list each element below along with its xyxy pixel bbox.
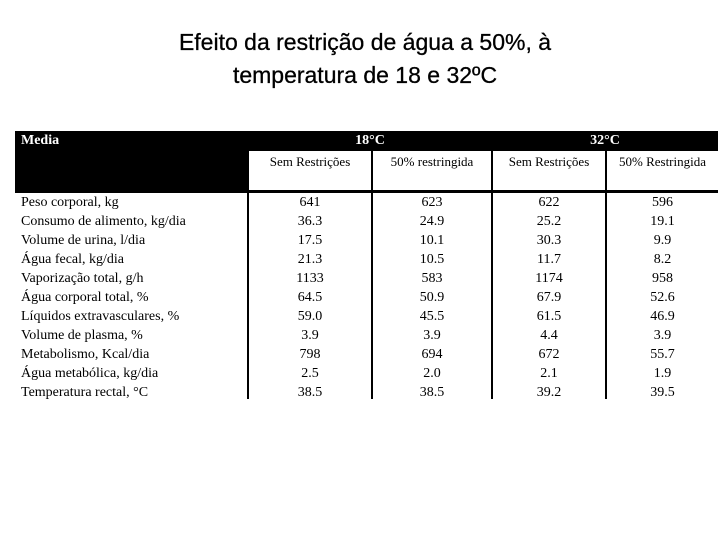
table-cell: 24.9 — [372, 212, 492, 231]
subheader-18c-restringida: 50% restringida — [372, 151, 492, 192]
table-row — [15, 345, 718, 364]
corner-header: Media — [15, 131, 248, 151]
group-header-18c: 18°C — [248, 131, 492, 151]
table-row — [15, 269, 718, 288]
table-cell: 2.5 — [248, 364, 372, 383]
data-table-container — [15, 131, 718, 399]
table-cell: 10.5 — [372, 250, 492, 269]
table-cell: 641 — [248, 192, 372, 213]
table-row — [15, 288, 718, 307]
table-row — [15, 364, 718, 383]
table-row — [15, 383, 718, 399]
row-label: Líquidos extravasculares, % — [15, 307, 248, 326]
slide-title — [40, 26, 690, 92]
table-cell: 38.5 — [248, 383, 372, 399]
table-cell: 45.5 — [372, 307, 492, 326]
table-cell: 1.9 — [606, 364, 718, 383]
row-label: Volume de plasma, % — [15, 326, 248, 345]
table-cell: 1133 — [248, 269, 372, 288]
table-cell: 64.5 — [248, 288, 372, 307]
table-cell: 3.9 — [372, 326, 492, 345]
table-row — [15, 192, 718, 213]
data-table — [15, 131, 718, 399]
row-label: Temperatura rectal, °C — [15, 383, 248, 399]
table-row — [15, 326, 718, 345]
table-cell: 55.7 — [606, 345, 718, 364]
table-cell: 958 — [606, 269, 718, 288]
title-line-2: temperatura de 18 e 32ºC — [232, 62, 498, 88]
table-cell: 672 — [492, 345, 606, 364]
row-label: Metabolismo, Kcal/dia — [15, 345, 248, 364]
subheader-32c-sem-restricoes: Sem Restrições — [492, 151, 606, 192]
table-cell: 50.9 — [372, 288, 492, 307]
row-label: Água fecal, kg/dia — [15, 250, 248, 269]
table-cell: 9.9 — [606, 231, 718, 250]
header-row-groups — [15, 131, 718, 151]
table-cell: 11.7 — [492, 250, 606, 269]
row-label: Peso corporal, kg — [15, 192, 248, 213]
row-label: Consumo de alimento, kg/dia — [15, 212, 248, 231]
table-cell: 694 — [372, 345, 492, 364]
table-cell: 38.5 — [372, 383, 492, 399]
row-label: Volume de urina, l/dia — [15, 231, 248, 250]
table-cell: 25.2 — [492, 212, 606, 231]
table-cell: 17.5 — [248, 231, 372, 250]
table-cell: 61.5 — [492, 307, 606, 326]
table-cell: 622 — [492, 192, 606, 213]
subheader-18c-sem-restricoes: Sem Restrições — [248, 151, 372, 192]
table-cell: 10.1 — [372, 231, 492, 250]
header-row-subheaders — [15, 151, 718, 192]
table-cell: 36.3 — [248, 212, 372, 231]
table-cell: 21.3 — [248, 250, 372, 269]
table-cell: 39.2 — [492, 383, 606, 399]
table-cell: 4.4 — [492, 326, 606, 345]
table-row — [15, 307, 718, 326]
row-label: Vaporização total, g/h — [15, 269, 248, 288]
table-cell: 19.1 — [606, 212, 718, 231]
group-header-32c: 32°C — [492, 131, 718, 151]
table-cell: 583 — [372, 269, 492, 288]
table-row — [15, 250, 718, 269]
table-cell: 3.9 — [248, 326, 372, 345]
table-cell: 1174 — [492, 269, 606, 288]
table-cell: 46.9 — [606, 307, 718, 326]
table-cell: 39.5 — [606, 383, 718, 399]
table-cell: 2.1 — [492, 364, 606, 383]
row-label: Água corporal total, % — [15, 288, 248, 307]
title-line-1: Efeito da restrição de água a 50%, à — [178, 29, 552, 55]
table-cell: 52.6 — [606, 288, 718, 307]
table-row — [15, 231, 718, 250]
table-row — [15, 212, 718, 231]
table-cell: 59.0 — [248, 307, 372, 326]
table-cell: 3.9 — [606, 326, 718, 345]
table-cell: 67.9 — [492, 288, 606, 307]
row-label: Água metabólica, kg/dia — [15, 364, 248, 383]
subheader-32c-restringida: 50% Restringida — [606, 151, 718, 192]
corner-header-filler — [15, 151, 248, 192]
table-cell: 2.0 — [372, 364, 492, 383]
table-cell: 30.3 — [492, 231, 606, 250]
table-cell: 623 — [372, 192, 492, 213]
table-cell: 596 — [606, 192, 718, 213]
table-body — [15, 192, 718, 400]
table-cell: 798 — [248, 345, 372, 364]
table-cell: 8.2 — [606, 250, 718, 269]
